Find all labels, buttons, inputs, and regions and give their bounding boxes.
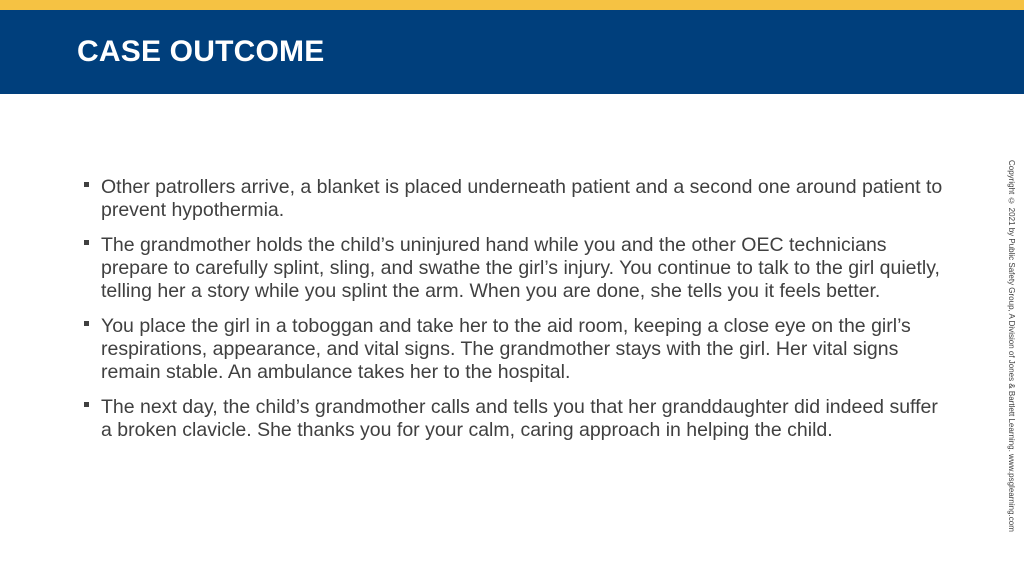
top-accent-stripe <box>0 0 1024 10</box>
bullet-text: The next day, the child’s grandmother calls and tells you that her granddaughter did indeed suffer a broken clavicle. She thanks you for your calm, caring approach in helping the child. <box>101 396 938 441</box>
list-item <box>80 176 950 222</box>
slide-title: CASE OUTCOME <box>77 35 325 68</box>
copyright-notice: Copyright © 2021 by Public Safety Group, A Division of Jones & Bartlett Learning. www.psglearning.com <box>1007 160 1016 532</box>
bullet-text: Other patrollers arrive, a blanket is placed underneath patient and a second one around patient to prevent hypothermia. <box>101 176 943 221</box>
bullet-text: You place the girl in a toboggan and take her to the aid room, keeping a close eye on the girl’s respirations, appearance, and vital signs. The grandmother stays with the girl. Her vital signs remain stable. An ambulance takes her to the hospital. <box>101 315 911 383</box>
square-bullet-icon <box>84 321 89 326</box>
square-bullet-icon <box>84 182 89 187</box>
square-bullet-icon <box>84 240 89 245</box>
list-item <box>80 315 950 384</box>
bullet-list <box>80 176 950 454</box>
list-item <box>80 396 950 442</box>
bullet-text: The grandmother holds the child’s uninjured hand while you and the other OEC technicians prepare to carefully splint, sling, and swathe the girl’s injury. You continue to talk to the girl quietly, telling her a story while you splint the arm. When you are done, she tells you it feels better. <box>101 234 940 302</box>
square-bullet-icon <box>84 402 89 407</box>
list-item <box>80 234 950 303</box>
